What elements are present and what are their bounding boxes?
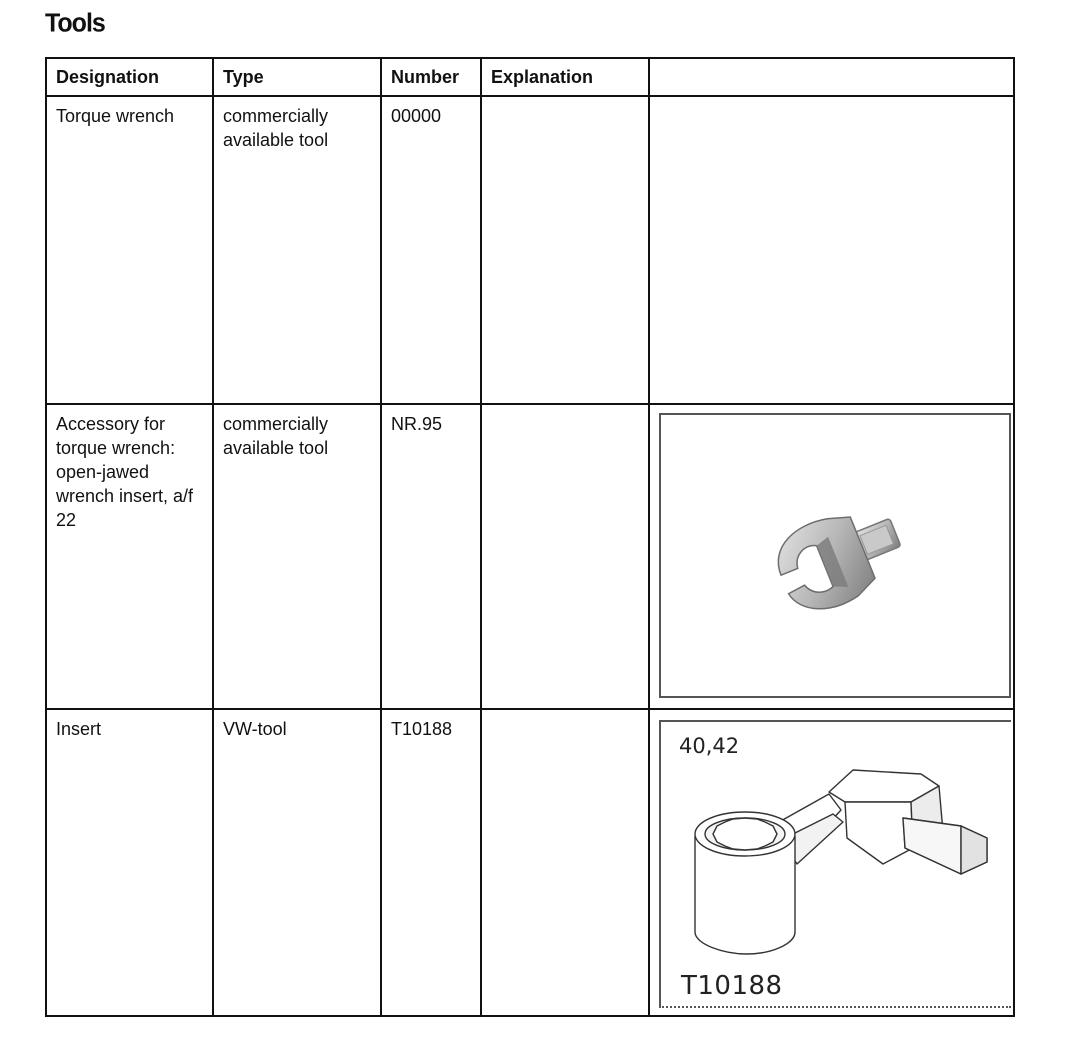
table-row: [46, 404, 1014, 709]
cell-designation: Accessory for torque wrench: open-jawed wrench insert, a/f 22: [46, 404, 213, 709]
cell-number: NR.95: [381, 404, 481, 709]
cell-image: [649, 96, 1014, 404]
cell-explanation: [481, 404, 649, 709]
cell-image: [649, 709, 1014, 1016]
table-header-row: [46, 58, 1014, 96]
cell-designation: Insert: [46, 709, 213, 1016]
cell-image: [649, 404, 1014, 709]
figure-label-bottom: T10188: [681, 971, 783, 1001]
header-explanation: Explanation: [481, 58, 649, 96]
header-type: Type: [213, 58, 381, 96]
ring-insert-icon: [661, 722, 1011, 1008]
table-row: [46, 96, 1014, 404]
cell-explanation: [481, 709, 649, 1016]
cell-type: VW-tool: [213, 709, 381, 1016]
header-number: Number: [381, 58, 481, 96]
table-row: [46, 709, 1014, 1016]
open-jawed-wrench-insert-image: [659, 413, 1011, 698]
cell-number: T10188: [381, 709, 481, 1016]
figure-label-top: 40,42: [679, 734, 740, 758]
cell-number: 00000: [381, 96, 481, 404]
header-designation: Designation: [46, 58, 213, 96]
page-title: Tools: [45, 8, 105, 38]
tools-table: [45, 57, 1015, 1017]
ring-insert-image: [659, 720, 1011, 1008]
cell-type: commercially available tool: [213, 96, 381, 404]
cell-designation: Torque wrench: [46, 96, 213, 404]
cell-type: commercially available tool: [213, 404, 381, 709]
cell-explanation: [481, 96, 649, 404]
header-image: [649, 58, 1014, 96]
open-jaw-wrench-icon: [661, 415, 1011, 698]
